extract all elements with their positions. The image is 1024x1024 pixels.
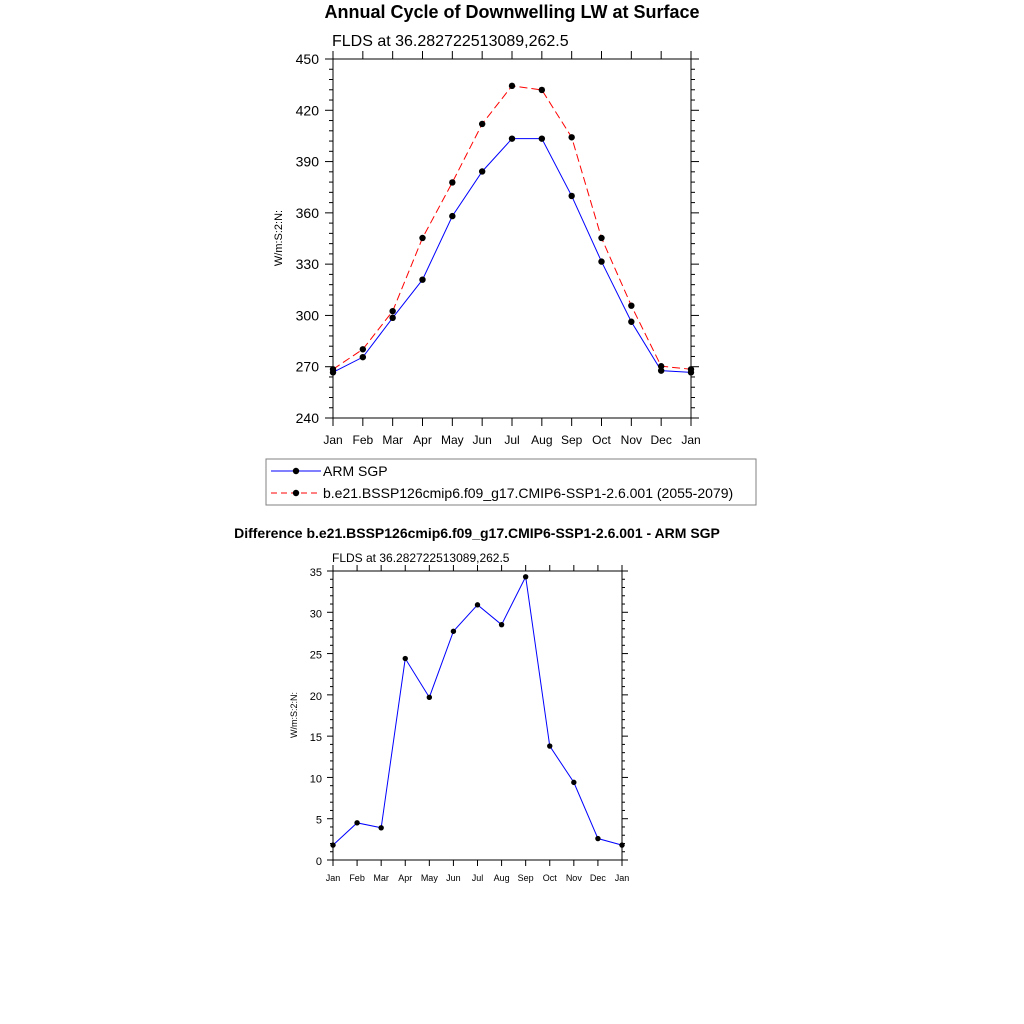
- chart2-series-0-point: [595, 836, 600, 841]
- chart1-xtick-label: Dec: [650, 433, 672, 447]
- chart2-xtick-label: Aug: [493, 873, 510, 883]
- chart1-series-1-point: [330, 366, 336, 372]
- chart1-series-0-point: [509, 135, 515, 141]
- chart1-series-line-0: [333, 139, 691, 373]
- chart2-subtitle: FLDS at 36.282722513089,262.5: [332, 551, 510, 565]
- chart1-legend: [266, 459, 756, 505]
- chart2-series-0-point: [499, 622, 504, 627]
- chart1-series-0-point: [389, 315, 395, 321]
- chart1-xtick-label: Jan: [323, 433, 343, 447]
- chart1-series-1-point: [688, 366, 694, 372]
- chart1-ytick-label: 360: [295, 204, 319, 221]
- chart2-ytick-label: 5: [315, 814, 322, 827]
- chart1-ytick-label: 270: [295, 358, 319, 375]
- chart2-series-0-point: [403, 656, 408, 661]
- chart1-xtick-label: Apr: [413, 433, 432, 447]
- chart1-series-0-point: [568, 193, 574, 199]
- chart2-series-line-0: [333, 577, 622, 845]
- chart1-xtick-label: Aug: [531, 433, 553, 447]
- chart2-xtick-label: Dec: [589, 873, 606, 883]
- chart2-xtick-label: Jan: [325, 873, 341, 883]
- chart1-frame: [333, 59, 691, 418]
- chart1-ytick-label: 240: [295, 410, 319, 426]
- chart1-xtick-label: Feb: [352, 433, 374, 447]
- chart1-series-1-point: [509, 83, 515, 89]
- chart2-xtick-label: Oct: [542, 873, 557, 883]
- chart2-ytick-label: 35: [309, 567, 322, 579]
- chart2-series-0-point: [451, 629, 456, 634]
- chart1-xtick-label: Nov: [620, 433, 643, 447]
- legend-label-arm: ARM SGP: [323, 463, 388, 479]
- chart2-frame: [333, 571, 622, 860]
- chart2-ytick-label: 10: [309, 773, 322, 786]
- chart2-series-0-point: [571, 780, 576, 785]
- chart1-series-1-point: [568, 134, 574, 140]
- chart2-series-0-point: [378, 825, 383, 830]
- chart2-series-0-point: [354, 820, 359, 825]
- chart1-ytick-label: 450: [295, 51, 319, 67]
- chart1-series-1-point: [628, 302, 634, 308]
- chart1-ylabel: W/m:S:2:N:: [273, 209, 285, 267]
- chart2-xtick-label: Jan: [614, 873, 630, 883]
- chart1-series-1-point: [598, 235, 604, 241]
- chart1-plot-area: [296, 51, 701, 447]
- chart1-series-1-point: [360, 346, 366, 352]
- chart2-xtick-label: Nov: [565, 873, 582, 883]
- chart2-xtick-label: Jul: [471, 873, 484, 883]
- chart1-series-0-point: [419, 276, 425, 282]
- chart2-ytick-label: 15: [309, 732, 322, 745]
- chart1-xtick-label: Sep: [560, 433, 583, 447]
- chart2-xtick-label: Apr: [398, 873, 413, 883]
- chart1-series-0-point: [360, 354, 366, 360]
- chart2-ytick-label: 20: [309, 690, 322, 703]
- chart2-series-0-point: [330, 842, 335, 847]
- chart2-xtick-label: May: [420, 873, 438, 883]
- chart1-series-0-point: [628, 319, 634, 325]
- chart1-ytick-label: 390: [295, 153, 319, 170]
- chart2-xtick-label: Feb: [349, 873, 365, 883]
- chart1-series-1-point: [449, 179, 455, 185]
- chart2-series-0-point: [619, 842, 624, 847]
- chart1-ytick-label: 420: [295, 102, 319, 119]
- legend-label-model: b.e21.BSSP126cmip6.f09_g17.CMIP6-SSP1-2.6.001 (2055-2079): [323, 485, 734, 501]
- chart2-series-0-point: [475, 602, 480, 607]
- chart2-ytick-label: 30: [309, 608, 322, 621]
- chart2-ytick-label: 25: [309, 649, 322, 662]
- chart1-subtitle: FLDS at 36.282722513089,262.5: [332, 33, 569, 50]
- chart1-series-1-point: [658, 363, 664, 369]
- legend-marker-arm: [293, 468, 299, 474]
- chart1-xtick-label: Mar: [382, 433, 404, 447]
- chart1-xtick-label: Jan: [681, 433, 701, 447]
- chart1-series-1-point: [389, 308, 395, 314]
- chart1-xtick-label: Oct: [592, 433, 611, 447]
- chart1-series-0-point: [449, 213, 455, 219]
- chart2-ytick-label: 0: [315, 856, 322, 868]
- chart1-series-1-point: [539, 87, 545, 93]
- chart1-series-1-point: [479, 121, 485, 127]
- chart2-series-0-point: [523, 574, 528, 579]
- chart2-xtick-label: Jun: [446, 873, 461, 883]
- chart1-series-0-point: [598, 258, 604, 264]
- chart2-series-0-point: [547, 743, 552, 748]
- chart1-series-0-point: [539, 135, 545, 141]
- chart2-ylabel: W/m:S:2:N:: [289, 691, 299, 739]
- chart1-ytick-label: 330: [295, 256, 319, 273]
- chart1-xtick-label: Jul: [504, 433, 520, 447]
- chart2-title: Difference b.e21.BSSP126cmip6.f09_g17.CMIP6-SSP1-2.6.001 - ARM SGP: [234, 525, 720, 541]
- chart1-xtick-label: Jun: [472, 433, 492, 447]
- chart1-xtick-label: May: [440, 433, 464, 447]
- chart2-xtick-label: Mar: [373, 873, 389, 883]
- chart1-title: Annual Cycle of Downwelling LW at Surface: [324, 2, 700, 22]
- chart2-series-0-point: [427, 695, 432, 700]
- chart2-xtick-label: Sep: [517, 873, 534, 883]
- chart1-series-line-1: [333, 86, 691, 369]
- chart1-series-0-point: [479, 168, 485, 174]
- chart1-ytick-label: 300: [295, 307, 319, 324]
- chart1-series-1-point: [419, 235, 425, 241]
- legend-marker-model: [293, 490, 299, 496]
- chart2-plot-area: [310, 565, 630, 883]
